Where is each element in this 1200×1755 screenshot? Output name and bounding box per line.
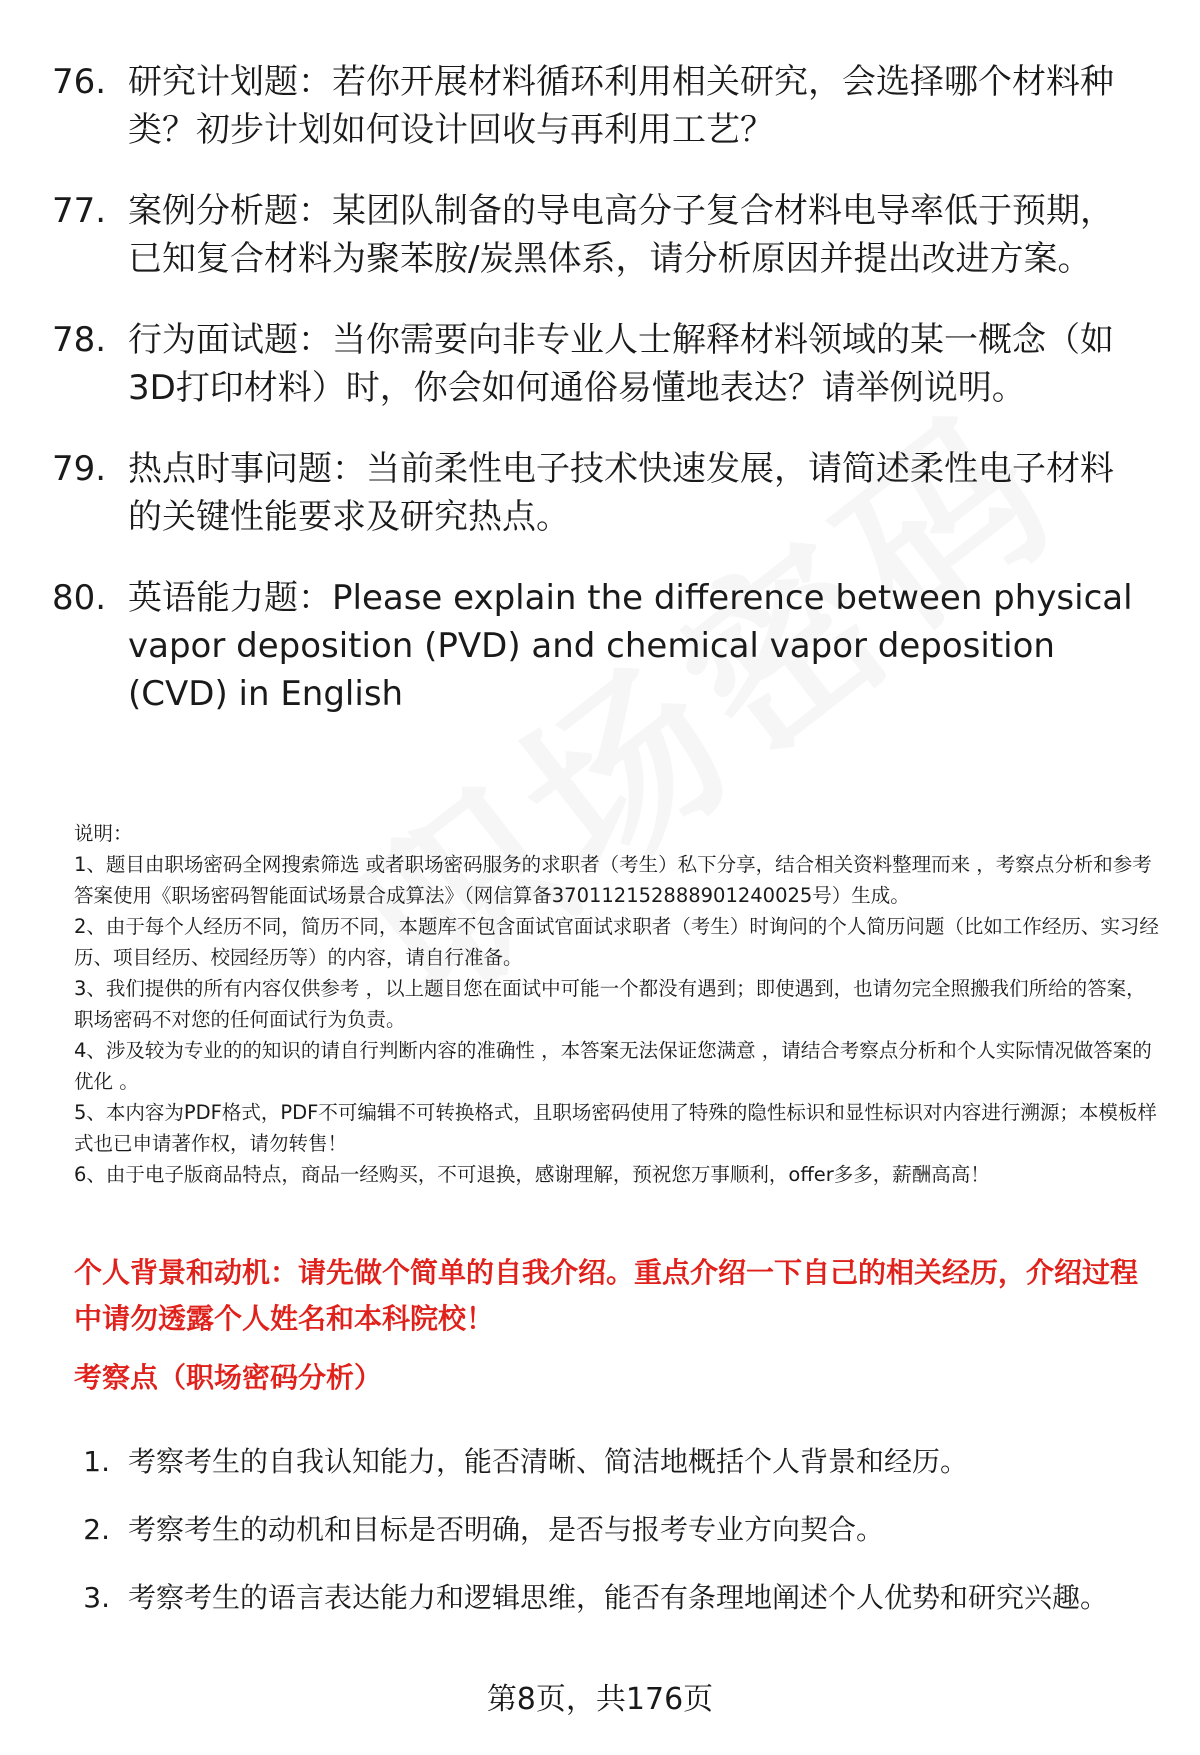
section-title: 个人背景和动机：请先做个简单的自我介绍。重点介绍一下自己的相关经历，介绍过程中请勿透露个人姓名和本科院校！ xyxy=(74,1256,1139,1335)
point-text: 考察考生的自我认知能力，能否清晰、简洁地概括个人背景和经历。 xyxy=(128,1445,969,1478)
point-number: 1. xyxy=(83,1445,110,1478)
point-text: 考察考生的动机和目标是否明确，是否与报考专业方向契合。 xyxy=(128,1513,885,1546)
section-subtitle: 考察点（职场密码分析） xyxy=(74,1361,383,1394)
analysis-point xyxy=(74,1576,1164,1631)
question-number: 80. xyxy=(52,578,107,618)
note-item: 1、题目由职场密码全网搜索筛选 或者职场密码服务的求职者（考生）私下分享，结合相关资料整理而来 ，考察点分析和参考答案使用《职场密码智能面试场景合成算法》（网信算备370112152888901240025号）生成。 xyxy=(74,853,1152,907)
question-item xyxy=(52,445,1152,541)
point-number: 2. xyxy=(83,1513,110,1546)
question-number: 78. xyxy=(52,320,107,360)
question-item xyxy=(52,574,1152,718)
note-item: 6、由于电子版商品特点，商品一经购买，不可退换，感谢理解，预祝您万事顺利，offer多多，薪酬高高！ xyxy=(74,1163,990,1186)
point-text: 考察考生的语言表达能力和逻辑思维，能否有条理地阐述个人优势和研究兴趣。 xyxy=(128,1581,1109,1614)
question-number: 77. xyxy=(52,191,107,231)
point-number: 3. xyxy=(83,1581,110,1614)
question-number: 79. xyxy=(52,449,107,489)
question-number: 76. xyxy=(52,62,107,102)
question-text: 行为面试题：当你需要向非专业人士解释材料领域的某一概念（如3D打印材料）时，你会如何通俗易懂地表达？请举例说明。 xyxy=(128,320,1114,408)
analysis-point xyxy=(74,1440,1164,1484)
page-footer: 第8页，共176页 xyxy=(486,1682,714,1717)
question-text: 英语能力题：Please explain the difference between physical vapor deposition (PVD) and chemical vapor deposition (CVD) in English xyxy=(128,578,1133,714)
question-text: 热点时事问题：当前柔性电子技术快速发展，请简述柔性电子材料的关键性能要求及研究热点。 xyxy=(128,449,1114,537)
question-item xyxy=(52,187,1152,283)
notes-heading: 说明： xyxy=(74,822,133,845)
analysis-points xyxy=(74,1440,1164,1655)
question-list xyxy=(52,58,1152,751)
question-text: 案例分析题：某团队制备的导电高分子复合材料电导率低于预期，已知复合材料为聚苯胺/炭黑体系，请分析原因并提出改进方案。 xyxy=(128,191,1114,279)
question-text: 研究计划题：若你开展材料循环利用相关研究，会选择哪个材料种类？初步计划如何设计回收与再利用工艺？ xyxy=(128,62,1114,150)
note-item: 4、涉及较为专业的的知识的请自行判断内容的准确性 ，本答案无法保证您满意 ，请结合考察点分析和个人实际情况做答案的优化 。 xyxy=(74,1039,1152,1093)
note-item: 2、由于每个人经历不同，简历不同，本题库不包含面试官面试求职者（考生）时询问的个人简历问题（比如工作经历、实习经历、项目经历、校园经历等）的内容，请自行准备。 xyxy=(74,915,1159,969)
question-item xyxy=(52,316,1152,412)
notes-block xyxy=(74,818,1164,1190)
analysis-point xyxy=(74,1508,1164,1552)
note-item: 3、我们提供的所有内容仅供参考 ，以上题目您在面试中可能一个都没有遇到；即使遇到，也请勿完全照搬我们所给的答案，职场密码不对您的任何面试行为负责。 xyxy=(74,977,1146,1031)
question-item xyxy=(52,58,1152,154)
note-item: 5、本内容为PDF格式，PDF不可编辑不可转换格式，且职场密码使用了特殊的隐性标识和显性标识对内容进行溯源；本模板样式也已申请著作权，请勿转售！ xyxy=(74,1101,1157,1155)
